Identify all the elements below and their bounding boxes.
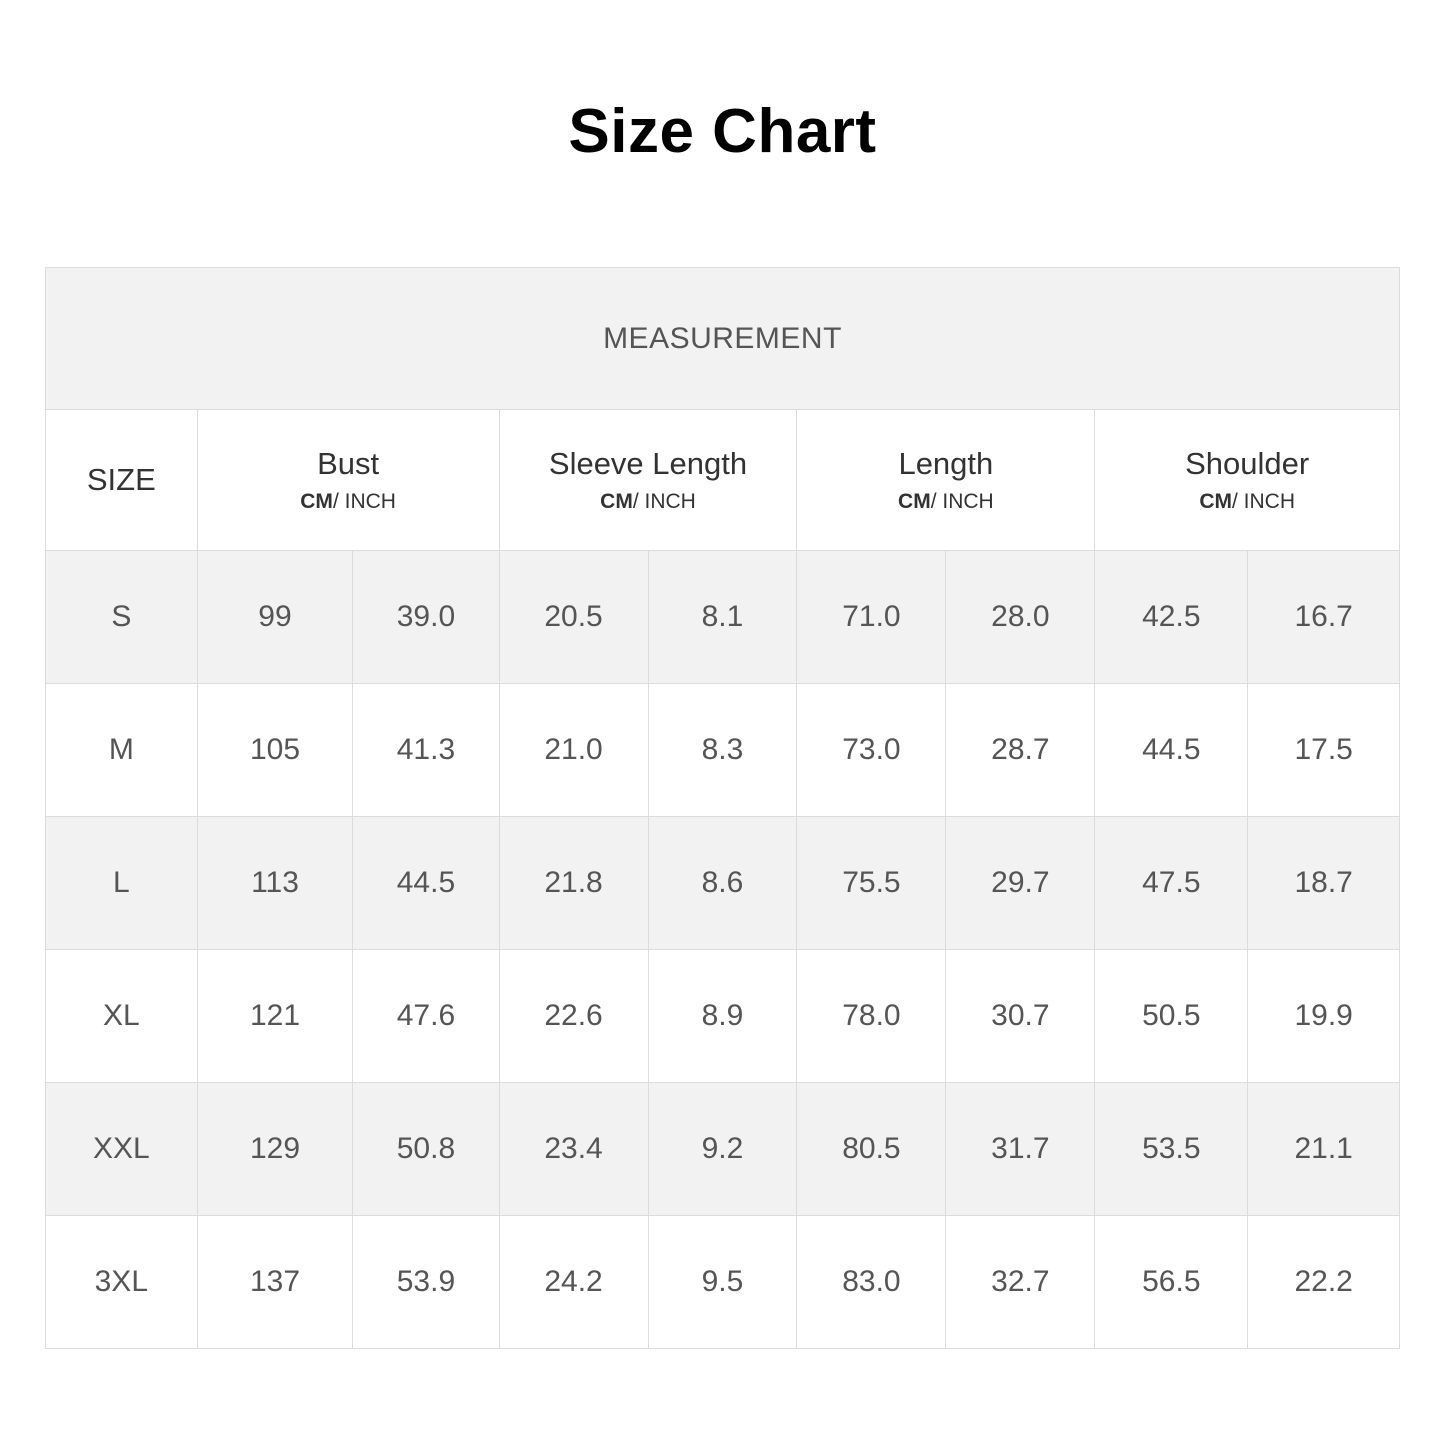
cell-length-cm: 83.0 (797, 1216, 946, 1349)
header-size-label: SIZE (86, 462, 156, 497)
cell-bust-inch: 44.5 (353, 817, 499, 950)
table-row (46, 1216, 1400, 1349)
header-length (797, 410, 1095, 551)
row-size: S (46, 551, 198, 684)
cell-length-cm: 80.5 (797, 1083, 946, 1216)
cell-shoulder-inch: 19.9 (1248, 950, 1400, 1083)
cell-sleeve-cm: 24.2 (499, 1216, 648, 1349)
cell-bust-inch: 39.0 (353, 551, 499, 684)
header-sleeve-length (499, 410, 797, 551)
page-title: Size Chart (568, 97, 877, 166)
table-row (46, 950, 1400, 1083)
header-shoulder-units (1095, 488, 1399, 515)
cell-length-inch: 28.7 (946, 684, 1095, 817)
row-size: 3XL (46, 1216, 198, 1349)
cell-sleeve-inch: 8.3 (648, 684, 797, 817)
unit-cm: CM (600, 489, 633, 513)
header-shoulder-label: Shoulder (1185, 445, 1310, 481)
unit-inch: / INCH (632, 489, 696, 513)
unit-inch: / INCH (930, 489, 994, 513)
cell-shoulder-cm: 47.5 (1095, 817, 1248, 950)
cell-bust-cm: 99 (197, 551, 353, 684)
cell-shoulder-cm: 44.5 (1095, 684, 1248, 817)
cell-shoulder-inch: 17.5 (1248, 684, 1400, 817)
cell-shoulder-inch: 18.7 (1248, 817, 1400, 950)
cell-sleeve-cm: 22.6 (499, 950, 648, 1083)
cell-length-cm: 78.0 (797, 950, 946, 1083)
cell-sleeve-inch: 9.5 (648, 1216, 797, 1349)
row-size: L (46, 817, 198, 950)
header-shoulder (1095, 410, 1400, 551)
header-bust (197, 410, 499, 551)
cell-sleeve-inch: 8.6 (648, 817, 797, 950)
size-chart-table (45, 267, 1400, 1349)
table-row (46, 684, 1400, 817)
cell-length-cm: 71.0 (797, 551, 946, 684)
cell-sleeve-cm: 21.0 (499, 684, 648, 817)
cell-shoulder-inch: 22.2 (1248, 1216, 1400, 1349)
cell-length-inch: 32.7 (946, 1216, 1095, 1349)
cell-shoulder-cm: 53.5 (1095, 1083, 1248, 1216)
cell-sleeve-inch: 9.2 (648, 1083, 797, 1216)
row-size: XL (46, 950, 198, 1083)
header-length-units (797, 488, 1094, 515)
unit-cm: CM (300, 489, 333, 513)
header-bust-label: Bust (317, 445, 380, 481)
cell-bust-inch: 50.8 (353, 1083, 499, 1216)
size-chart-table-wrapper (45, 267, 1400, 1349)
cell-bust-cm: 113 (197, 817, 353, 950)
table-row (46, 551, 1400, 684)
unit-inch: / INCH (1231, 489, 1295, 513)
cell-bust-cm: 129 (197, 1083, 353, 1216)
row-size: XXL (46, 1083, 198, 1216)
cell-sleeve-inch: 8.9 (648, 950, 797, 1083)
header-sleeve-length-label: Sleeve Length (548, 445, 748, 481)
cell-bust-inch: 53.9 (353, 1216, 499, 1349)
cell-shoulder-inch: 21.1 (1248, 1083, 1400, 1216)
header-length-label: Length (898, 445, 994, 481)
header-bust-units (198, 488, 499, 515)
cell-bust-cm: 121 (197, 950, 353, 1083)
cell-shoulder-inch: 16.7 (1248, 551, 1400, 684)
cell-length-cm: 75.5 (797, 817, 946, 950)
measurement-banner-row (46, 268, 1400, 410)
unit-cm: CM (1199, 489, 1232, 513)
cell-bust-cm: 137 (197, 1216, 353, 1349)
cell-shoulder-cm: 50.5 (1095, 950, 1248, 1083)
unit-cm: CM (898, 489, 931, 513)
table-row (46, 1083, 1400, 1216)
cell-length-cm: 73.0 (797, 684, 946, 817)
cell-bust-cm: 105 (197, 684, 353, 817)
header-size (46, 410, 198, 551)
table-row (46, 817, 1400, 950)
cell-bust-inch: 41.3 (353, 684, 499, 817)
header-sleeve-length-units (500, 488, 797, 515)
cell-sleeve-cm: 23.4 (499, 1083, 648, 1216)
cell-sleeve-inch: 8.1 (648, 551, 797, 684)
cell-length-inch: 28.0 (946, 551, 1095, 684)
measurement-banner: MEASUREMENT (46, 268, 1400, 410)
cell-bust-inch: 47.6 (353, 950, 499, 1083)
cell-length-inch: 29.7 (946, 817, 1095, 950)
table-header-row (46, 410, 1400, 551)
cell-sleeve-cm: 20.5 (499, 551, 648, 684)
cell-shoulder-cm: 42.5 (1095, 551, 1248, 684)
cell-length-inch: 31.7 (946, 1083, 1095, 1216)
cell-sleeve-cm: 21.8 (499, 817, 648, 950)
row-size: M (46, 684, 198, 817)
cell-length-inch: 30.7 (946, 950, 1095, 1083)
cell-shoulder-cm: 56.5 (1095, 1216, 1248, 1349)
unit-inch: / INCH (332, 489, 396, 513)
